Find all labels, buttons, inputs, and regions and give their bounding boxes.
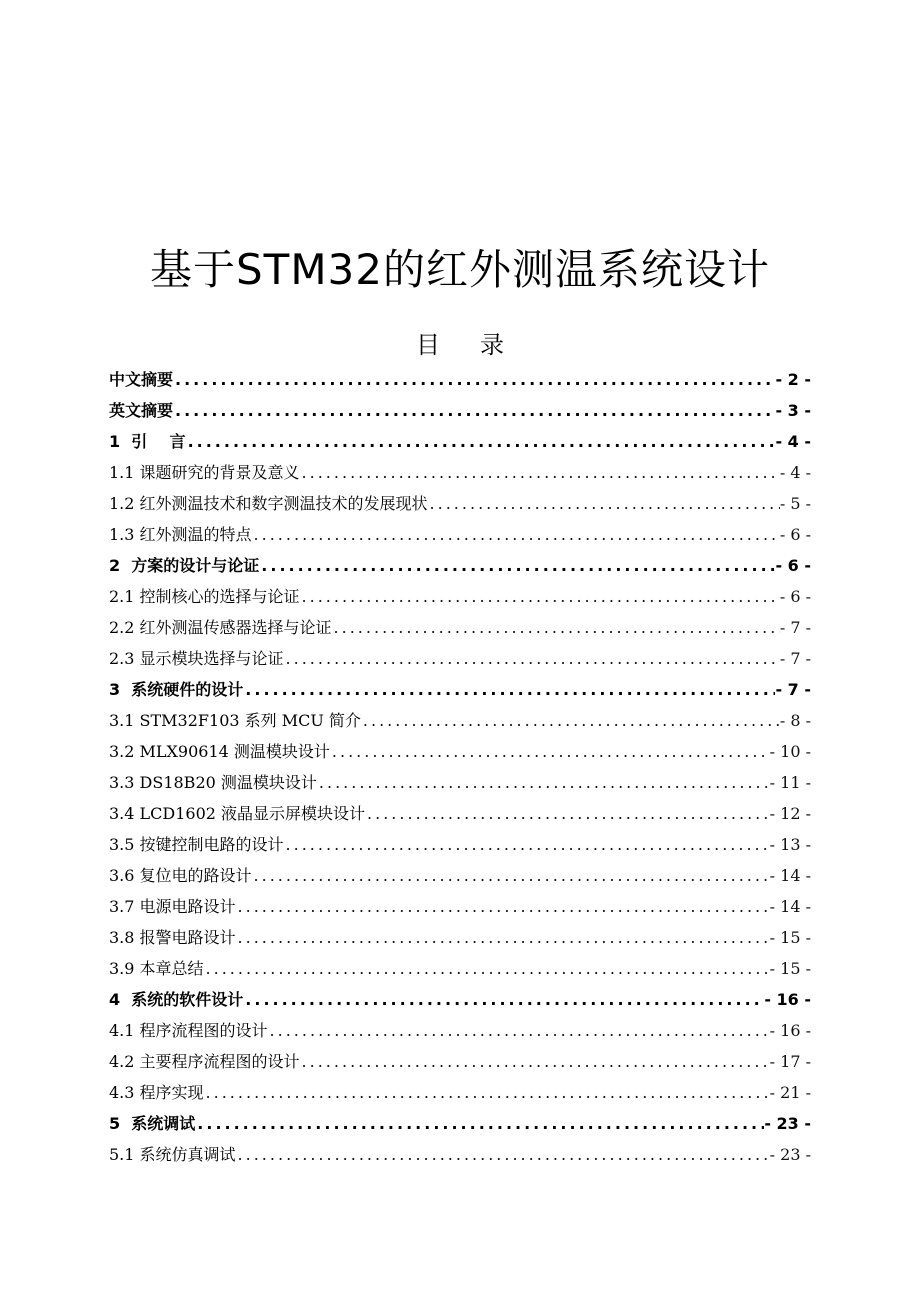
toc-entry[interactable] xyxy=(109,395,811,426)
toc-entry-page-number: - 15 - xyxy=(769,928,811,947)
toc-entry-page-number: - 2 - xyxy=(775,370,811,389)
toc-dot-leader xyxy=(204,953,770,984)
toc-entry[interactable] xyxy=(109,860,811,891)
toc-entry-label: 3.6 复位电的路设计 xyxy=(109,866,252,885)
toc-entry-page-number: - 11 - xyxy=(769,773,811,792)
toc-entry[interactable] xyxy=(109,829,811,860)
toc-dot-leader xyxy=(186,426,776,457)
toc-entry-label: 4.3 程序实现 xyxy=(109,1083,204,1102)
toc-dot-leader xyxy=(173,395,775,426)
toc-entry[interactable] xyxy=(109,488,811,519)
toc-entry-label: 4 系统的软件设计 xyxy=(109,990,244,1009)
toc-entry[interactable] xyxy=(109,767,811,798)
toc-entry-page-number: - 16 - xyxy=(764,990,811,1009)
toc-entry-label: 3.1 STM32F103 系列 MCU 简介 xyxy=(109,711,361,730)
toc-heading: 目录 xyxy=(416,331,544,359)
toc-entry[interactable] xyxy=(109,922,811,953)
toc-entry[interactable] xyxy=(109,1015,811,1046)
toc-dot-leader xyxy=(317,767,770,798)
toc-dot-leader xyxy=(252,860,770,891)
toc-entry-label: 3.5 按键控制电路的设计 xyxy=(109,835,284,854)
toc-entry[interactable] xyxy=(109,891,811,922)
toc-entry[interactable] xyxy=(109,736,811,767)
toc-entry-label: 3.3 DS18B20 测温模块设计 xyxy=(109,773,317,792)
toc-entry[interactable] xyxy=(109,798,811,829)
table-of-contents xyxy=(109,364,811,1170)
toc-entry-label: 5 系统调试 xyxy=(109,1114,196,1133)
toc-entry-label: 5.1 系统仿真调试 xyxy=(109,1145,236,1164)
toc-entry[interactable] xyxy=(109,519,811,550)
toc-dot-leader xyxy=(284,643,780,674)
toc-dot-leader xyxy=(173,364,775,395)
toc-dot-leader xyxy=(300,1046,770,1077)
toc-dot-leader xyxy=(284,829,770,860)
toc-entry-page-number: - 6 - xyxy=(779,525,811,544)
toc-dot-leader xyxy=(300,581,780,612)
toc-dot-leader xyxy=(243,984,764,1015)
toc-entry-label: 4.2 主要程序流程图的设计 xyxy=(109,1052,300,1071)
toc-entry-page-number: - 14 - xyxy=(769,866,811,885)
toc-entry-page-number: - 10 - xyxy=(769,742,811,761)
toc-entry[interactable] xyxy=(109,426,811,457)
toc-dot-leader xyxy=(268,1015,770,1046)
toc-entry-label: 3.4 LCD1602 液晶显示屏模块设计 xyxy=(109,804,366,823)
toc-dot-leader xyxy=(361,705,780,736)
toc-entry-page-number: - 16 - xyxy=(769,1021,811,1040)
toc-entry-label: 3.7 电源电路设计 xyxy=(109,897,236,916)
toc-entry-label: 英文摘要 xyxy=(109,401,174,420)
toc-entry-label: 3.8 报警电路设计 xyxy=(109,928,236,947)
toc-entry-page-number: - 6 - xyxy=(775,556,811,575)
toc-entry[interactable] xyxy=(109,643,811,674)
toc-entry[interactable] xyxy=(109,1077,811,1108)
toc-entry-label: 3.9 本章总结 xyxy=(109,959,204,978)
toc-entry-label: 1.1 课题研究的背景及意义 xyxy=(109,463,300,482)
toc-dot-leader xyxy=(300,457,780,488)
toc-entry-page-number: - 7 - xyxy=(775,680,811,699)
toc-entry[interactable] xyxy=(109,581,811,612)
toc-dot-leader xyxy=(243,674,775,705)
toc-entry-label: 1.3 红外测温的特点 xyxy=(109,525,252,544)
toc-entry-page-number: - 4 - xyxy=(779,463,811,482)
toc-entry-page-number: - 12 - xyxy=(769,804,811,823)
toc-dot-leader xyxy=(252,519,780,550)
toc-dot-leader xyxy=(332,612,780,643)
toc-entry-page-number: - 8 - xyxy=(779,711,811,730)
toc-dot-leader xyxy=(204,1077,770,1108)
toc-dot-leader xyxy=(259,550,775,581)
toc-entry-label: 3 系统硬件的设计 xyxy=(109,680,244,699)
toc-entry-page-number: - 17 - xyxy=(769,1052,811,1071)
toc-entry[interactable] xyxy=(109,953,811,984)
toc-entry-label: 2.2 红外测温传感器选择与论证 xyxy=(109,618,332,637)
toc-entry-page-number: - 23 - xyxy=(769,1145,811,1164)
toc-entry[interactable] xyxy=(109,364,811,395)
toc-entry-label: 2.3 显示模块选择与论证 xyxy=(109,649,284,668)
toc-dot-leader xyxy=(330,736,770,767)
toc-entry-label: 中文摘要 xyxy=(109,370,174,389)
toc-entry-page-number: - 21 - xyxy=(769,1083,811,1102)
toc-entry[interactable] xyxy=(109,705,811,736)
toc-entry-label: 3.2 MLX90614 测温模块设计 xyxy=(109,742,330,761)
toc-dot-leader xyxy=(195,1108,764,1139)
toc-entry-page-number: - 23 - xyxy=(764,1114,811,1133)
toc-entry[interactable] xyxy=(109,612,811,643)
toc-entry[interactable] xyxy=(109,674,811,705)
toc-entry-page-number: - 6 - xyxy=(779,587,811,606)
toc-entry-page-number: - 5 - xyxy=(779,494,811,513)
toc-dot-leader xyxy=(236,1139,770,1170)
toc-dot-leader xyxy=(236,891,770,922)
toc-entry[interactable] xyxy=(109,1108,811,1139)
toc-dot-leader xyxy=(236,922,770,953)
toc-entry[interactable] xyxy=(109,550,811,581)
toc-entry-page-number: - 7 - xyxy=(779,618,811,637)
toc-entry-label: 1 引 言 xyxy=(109,432,186,451)
toc-entry-label: 2 方案的设计与论证 xyxy=(109,556,260,575)
toc-entry-page-number: - 7 - xyxy=(779,649,811,668)
toc-entry[interactable] xyxy=(109,984,811,1015)
toc-dot-leader xyxy=(365,798,770,829)
toc-entry-label: 2.1 控制核心的选择与论证 xyxy=(109,587,300,606)
toc-entry-page-number: - 14 - xyxy=(769,897,811,916)
toc-entry[interactable] xyxy=(109,1046,811,1077)
document-title: 基于STM32的红外测温系统设计 xyxy=(150,245,770,295)
toc-entry[interactable] xyxy=(109,1139,811,1170)
toc-entry-page-number: - 13 - xyxy=(769,835,811,854)
toc-entry-label: 4.1 程序流程图的设计 xyxy=(109,1021,268,1040)
toc-entry-page-number: - 4 - xyxy=(775,432,811,451)
toc-entry[interactable] xyxy=(109,457,811,488)
toc-dot-leader xyxy=(428,488,780,519)
toc-entry-page-number: - 15 - xyxy=(769,959,811,978)
toc-entry-label: 1.2 红外测温技术和数字测温技术的发展现状 xyxy=(109,494,428,513)
toc-entry-page-number: - 3 - xyxy=(775,401,811,420)
